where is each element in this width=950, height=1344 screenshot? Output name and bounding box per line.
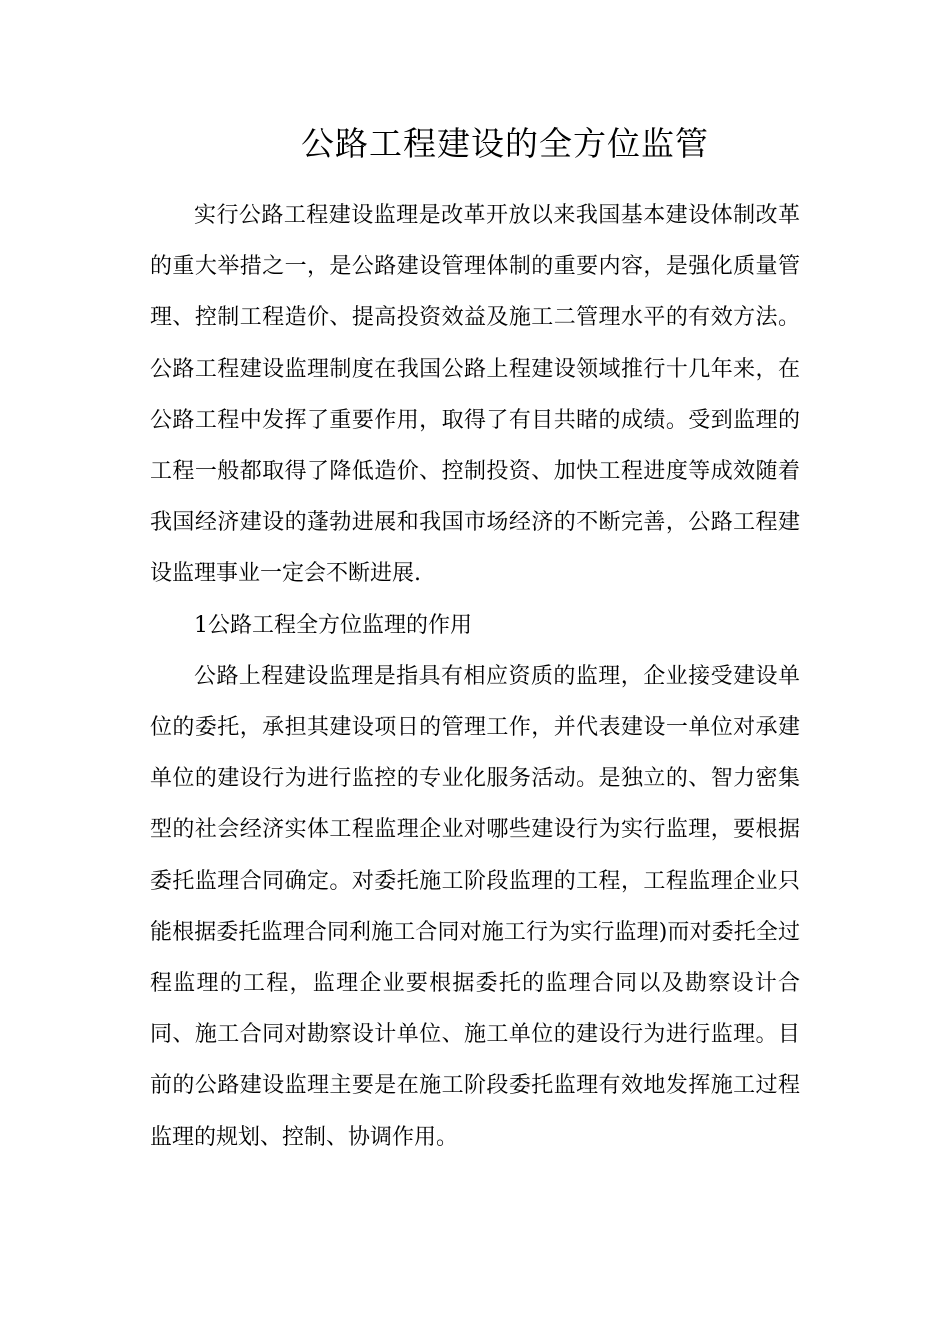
section-heading: 1公路工程全方位监理的作用 [194, 612, 472, 638]
paragraph-intro: 实行公路工程建设监理是改革开放以来我国基本建设体制改革的重大举措之一，是公路建设管理体制的重要内容，是强化质量管理、控制工程造价、提高投资效益及施工二管理水平的有效方法。公路工程建设监理制度在我国公路上程建设领域推行十几年来，在公路工程中发挥了重要作用，取得了有目共睹的成绩。受到监理的工程一般都取得了降低造价、控制投资、加快工程进度等成效随着我国经济建设的蓬勃进展和我国市场经济的不断完善，公路工程建设监理事业一定会不断进展. [150, 203, 800, 587]
paragraph-section-1: 公路上程建设监理是指具有相应资质的监理，企业接受建设单位的委托，承担其建设项日的管理工作，并代表建设一单位对承建单位的建设行为进行监控的专业化服务活动。是独立的、智力密集型的社会经济实体工程监理企业对哪些建设行为实行监理，要根据委托监理合同确定。对委托施工阶段监理的工程，工程监理企业只能根据委托监理合同利施工合同对施工行为实行监理)而对委托全过程监理的工程，监理企业要根据委托的监理合同以及勘察设计合同、施工合同对勘察设计单位、施工单位的建设行为进行监理。目前的公路建设监理主要是在施工阶段委托监理有效地发挥施工过程监理的规划、控制、协调作用。 [150, 663, 800, 1150]
document-title: 公路工程建设的全方位监管 [301, 124, 709, 163]
document-body [150, 190, 800, 1163]
